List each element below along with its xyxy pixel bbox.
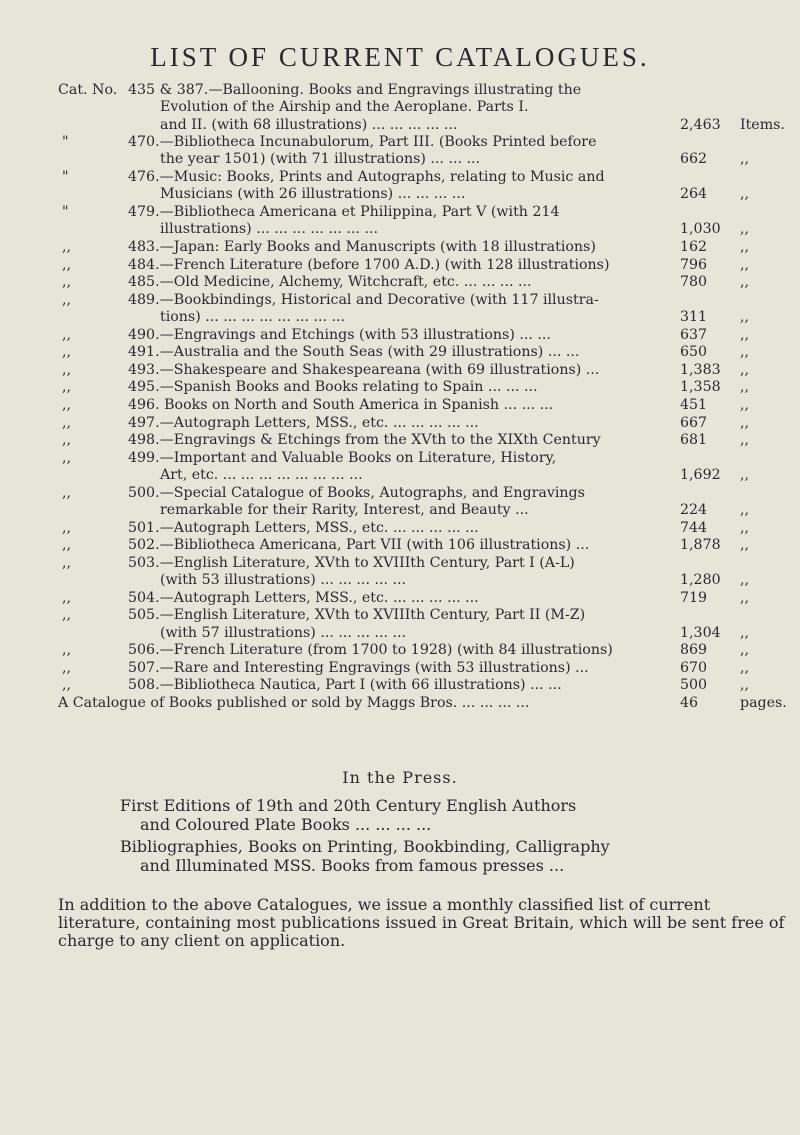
entry-prefix: ,,: [62, 589, 72, 606]
catalogue-entry: [0, 485, 800, 520]
catalogue-entry: [0, 555, 800, 590]
entry-prefix: ,,: [62, 414, 72, 431]
entry-count: 681: [680, 432, 708, 449]
entry-title: 495.—Spanish Books and Books relating to Spain ... ... ...: [128, 379, 538, 396]
entry-count: 1,280: [680, 572, 721, 589]
entry-title: 504.—Autograph Letters, MSS., etc. ... ... ... ... ...: [128, 589, 479, 606]
entry-count: 224: [680, 501, 708, 518]
entry-prefix: ": [62, 134, 69, 151]
entry-unit: ,,: [740, 432, 750, 449]
entry-count: 1,383: [680, 361, 721, 378]
catalogue-entry: [0, 274, 800, 291]
entry-continuation: (with 57 illustrations) ... ... ... ... ...: [160, 624, 407, 641]
entry-title: 499.—Important and Valuable Books on Literature, History,: [128, 449, 557, 466]
entry-unit: ,,: [740, 589, 750, 606]
catalogue-entry: [0, 82, 800, 134]
entry-count: 2,463: [680, 116, 721, 133]
entry-prefix: ,,: [62, 554, 72, 571]
entry-prefix: ,,: [62, 659, 72, 676]
entry-count: 662: [680, 151, 708, 168]
page-title: LIST OF CURRENT CATALOGUES.: [150, 42, 650, 72]
entry-unit: ,,: [740, 501, 750, 518]
closing-paragraph: In addition to the above Catalogues, we issue a monthly classified list of current literature, containing most publications issued in Great Britain, which will be sent free of charge to any client on application.: [58, 895, 785, 950]
catalogue-entry: [0, 520, 800, 537]
entry-count: 637: [680, 326, 708, 343]
entry-count: 264: [680, 186, 708, 203]
press-line: Bibliographies, Books on Printing, Bookbinding, Calligraphy: [120, 837, 610, 856]
in-the-press-heading: In the Press.: [342, 768, 458, 787]
entry-title: A Catalogue of Books published or sold by Maggs Bros. ... ... ... ...: [58, 695, 530, 711]
entry-count: 46: [680, 695, 699, 711]
entry-unit: ,,: [740, 186, 750, 203]
catalogue-entry: [0, 134, 800, 169]
entry-continuation: Evolution of the Airship and the Aeroplane. Parts I.: [160, 99, 529, 116]
entry-unit: ,,: [740, 344, 750, 361]
entry-unit: ,,: [740, 326, 750, 343]
entry-prefix: ,,: [62, 607, 72, 624]
entry-unit: ,,: [740, 308, 750, 325]
entry-continuation: the year 1501) (with 71 illustrations) ... ... ...: [160, 151, 481, 168]
entry-count: 796: [680, 256, 708, 273]
entry-title: 484.—French Literature (before 1700 A.D.) (with 128 illustrations): [128, 256, 610, 273]
entry-prefix: ,,: [62, 432, 72, 449]
entry-title: 501.—Autograph Letters, MSS., etc. ... ... ... ... ...: [128, 519, 479, 536]
entry-count: 451: [680, 397, 708, 413]
entry-unit: ,,: [740, 361, 750, 378]
entry-title: 507.—Rare and Interesting Engravings (with 53 illustrations) ...: [128, 659, 589, 676]
entry-prefix: ,,: [62, 537, 72, 554]
entry-count: 670: [680, 659, 708, 676]
entry-continuation: illustrations) ... ... ... ... ... ... ...: [160, 221, 378, 238]
entry-title: 479.—Bibliotheca Americana et Philippina, Part V (with 214: [128, 204, 560, 220]
entry-prefix: ,,: [62, 238, 72, 255]
catalogue-entry: [0, 362, 800, 379]
catalogue-entry: [0, 450, 800, 485]
entry-title: 470.—Bibliotheca Incunabulorum, Part III. (Books Printed before: [128, 134, 597, 151]
entry-title: 503.—English Literature, XVth to XVIIIth Century, Part I (A-L): [128, 554, 575, 571]
entry-prefix: ": [62, 169, 69, 186]
entry-prefix: ,,: [62, 256, 72, 273]
entry-title: 490.—Engravings and Etchings (with 53 illustrations) ... ...: [128, 326, 551, 343]
entry-unit: ,,: [740, 238, 750, 255]
catalogue-entry: [0, 590, 800, 607]
entry-prefix: ,,: [62, 484, 72, 501]
entry-count: 1,692: [680, 467, 721, 484]
entry-unit: Items.: [740, 116, 785, 133]
entry-prefix: ,,: [62, 361, 72, 378]
entry-unit: ,,: [740, 379, 750, 396]
entry-unit: ,,: [740, 414, 750, 431]
entry-continuation: remarkable for their Rarity, Interest, and Beauty ...: [160, 501, 529, 518]
entry-unit: ,,: [740, 572, 750, 589]
entry-prefix: ,,: [62, 326, 72, 343]
entry-continuation: tions) ... ... ... ... ... ... ... ...: [160, 308, 346, 325]
catalogue-entry: [0, 415, 800, 432]
entry-continuation: Art, etc. ... ... ... ... ... ... ... ...: [160, 467, 363, 484]
entry-prefix: ,,: [62, 379, 72, 396]
entry-prefix: ,,: [62, 642, 72, 659]
entry-prefix: ,,: [62, 449, 72, 466]
entry-prefix: ,,: [62, 344, 72, 361]
entry-unit: ,,: [740, 537, 750, 554]
catalogue-entry: [0, 660, 800, 677]
entry-count: 744: [680, 519, 708, 536]
entry-title: 500.—Special Catalogue of Books, Autographs, and Engravings: [128, 484, 585, 501]
entry-title: 508.—Bibliotheca Nautica, Part I (with 66 illustrations) ... ...: [128, 677, 562, 694]
catalogue-entry: [0, 239, 800, 256]
catalogue-entry: [0, 327, 800, 344]
catalogue-entry: [0, 344, 800, 361]
entry-title: 489.—Bookbindings, Historical and Decorative (with 117 illustra-: [128, 291, 599, 308]
entry-unit: ,,: [740, 659, 750, 676]
catalogue-entry: [0, 397, 800, 414]
entry-unit: ,,: [740, 519, 750, 536]
entry-count: 500: [680, 677, 708, 694]
catalogue-entry: [0, 695, 800, 712]
entry-unit: ,,: [740, 624, 750, 641]
entry-prefix: ": [62, 204, 69, 220]
entry-count: 1,358: [680, 379, 721, 396]
entry-title: 496. Books on North and South America in Spanish ... ... ...: [128, 397, 554, 413]
entry-prefix: ,,: [62, 519, 72, 536]
entry-title: 435 & 387.—Ballooning. Books and Engravings illustrating the: [128, 82, 582, 98]
entry-continuation: and II. (with 68 illustrations) ... ... ... ... ...: [160, 116, 458, 133]
entry-title: 506.—French Literature (from 1700 to 1928) (with 84 illustrations): [128, 642, 613, 659]
entry-title: 476.—Music: Books, Prints and Autographs, relating to Music and: [128, 169, 605, 186]
press-line: First Editions of 19th and 20th Century English Authors: [120, 796, 577, 815]
press-line: and Illuminated MSS. Books from famous presses ...: [140, 856, 565, 875]
entry-title: 485.—Old Medicine, Alchemy, Witchcraft, etc. ... ... ... ...: [128, 274, 532, 291]
entry-unit: ,,: [740, 274, 750, 291]
entry-unit: ,,: [740, 642, 750, 659]
catalogue-entry: [0, 169, 800, 204]
entry-continuation: (with 53 illustrations) ... ... ... ... ...: [160, 572, 407, 589]
entry-title: 502.—Bibliotheca Americana, Part VII (with 106 illustrations) ...: [128, 537, 590, 554]
entry-count: 1,878: [680, 537, 721, 554]
entry-count: 1,304: [680, 624, 721, 641]
catalogue-entry: [0, 607, 800, 642]
entry-continuation: Musicians (with 26 illustrations) ... ... ... ...: [160, 186, 466, 203]
entry-prefix: ,,: [62, 397, 72, 413]
entry-unit: pages.: [740, 695, 787, 711]
entry-count: 667: [680, 414, 708, 431]
entry-count: 869: [680, 642, 708, 659]
catalogue-entry: [0, 292, 800, 327]
entry-unit: ,,: [740, 256, 750, 273]
catalogue-entry: [0, 642, 800, 659]
entry-count: 719: [680, 589, 708, 606]
entry-title: 491.—Australia and the South Seas (with 29 illustrations) ... ...: [128, 344, 580, 361]
entry-unit: ,,: [740, 221, 750, 238]
catalogue-entry: [0, 537, 800, 554]
entry-title: 497.—Autograph Letters, MSS., etc. ... ... ... ... ...: [128, 414, 479, 431]
entry-count: 650: [680, 344, 708, 361]
entry-count: 780: [680, 274, 708, 291]
entry-title: 505.—English Literature, XVth to XVIIIth Century, Part II (M-Z): [128, 607, 586, 624]
press-line: and Coloured Plate Books ... ... ... ...: [140, 815, 432, 834]
entry-title: 483.—Japan: Early Books and Manuscripts (with 18 illustrations): [128, 238, 596, 255]
entry-unit: ,,: [740, 397, 750, 413]
entry-prefix: ,,: [62, 677, 72, 694]
catalogue-entry: [0, 379, 800, 396]
entry-count: 1,030: [680, 221, 721, 238]
entry-unit: ,,: [740, 677, 750, 694]
entry-title: 493.—Shakespeare and Shakespeareana (with 69 illustrations) ...: [128, 361, 600, 378]
entry-prefix: Cat. No.: [58, 82, 118, 98]
catalogue-entry: [0, 204, 800, 239]
entry-title: 498.—Engravings & Etchings from the XVth to the XIXth Century: [128, 432, 601, 449]
entry-unit: ,,: [740, 467, 750, 484]
catalogue-entry: [0, 677, 800, 694]
entry-unit: ,,: [740, 151, 750, 168]
entry-prefix: ,,: [62, 274, 72, 291]
catalogue-entry: [0, 432, 800, 449]
entry-count: 162: [680, 238, 708, 255]
entry-prefix: ,,: [62, 291, 72, 308]
catalogue-entry: [0, 257, 800, 274]
entry-count: 311: [680, 308, 708, 325]
